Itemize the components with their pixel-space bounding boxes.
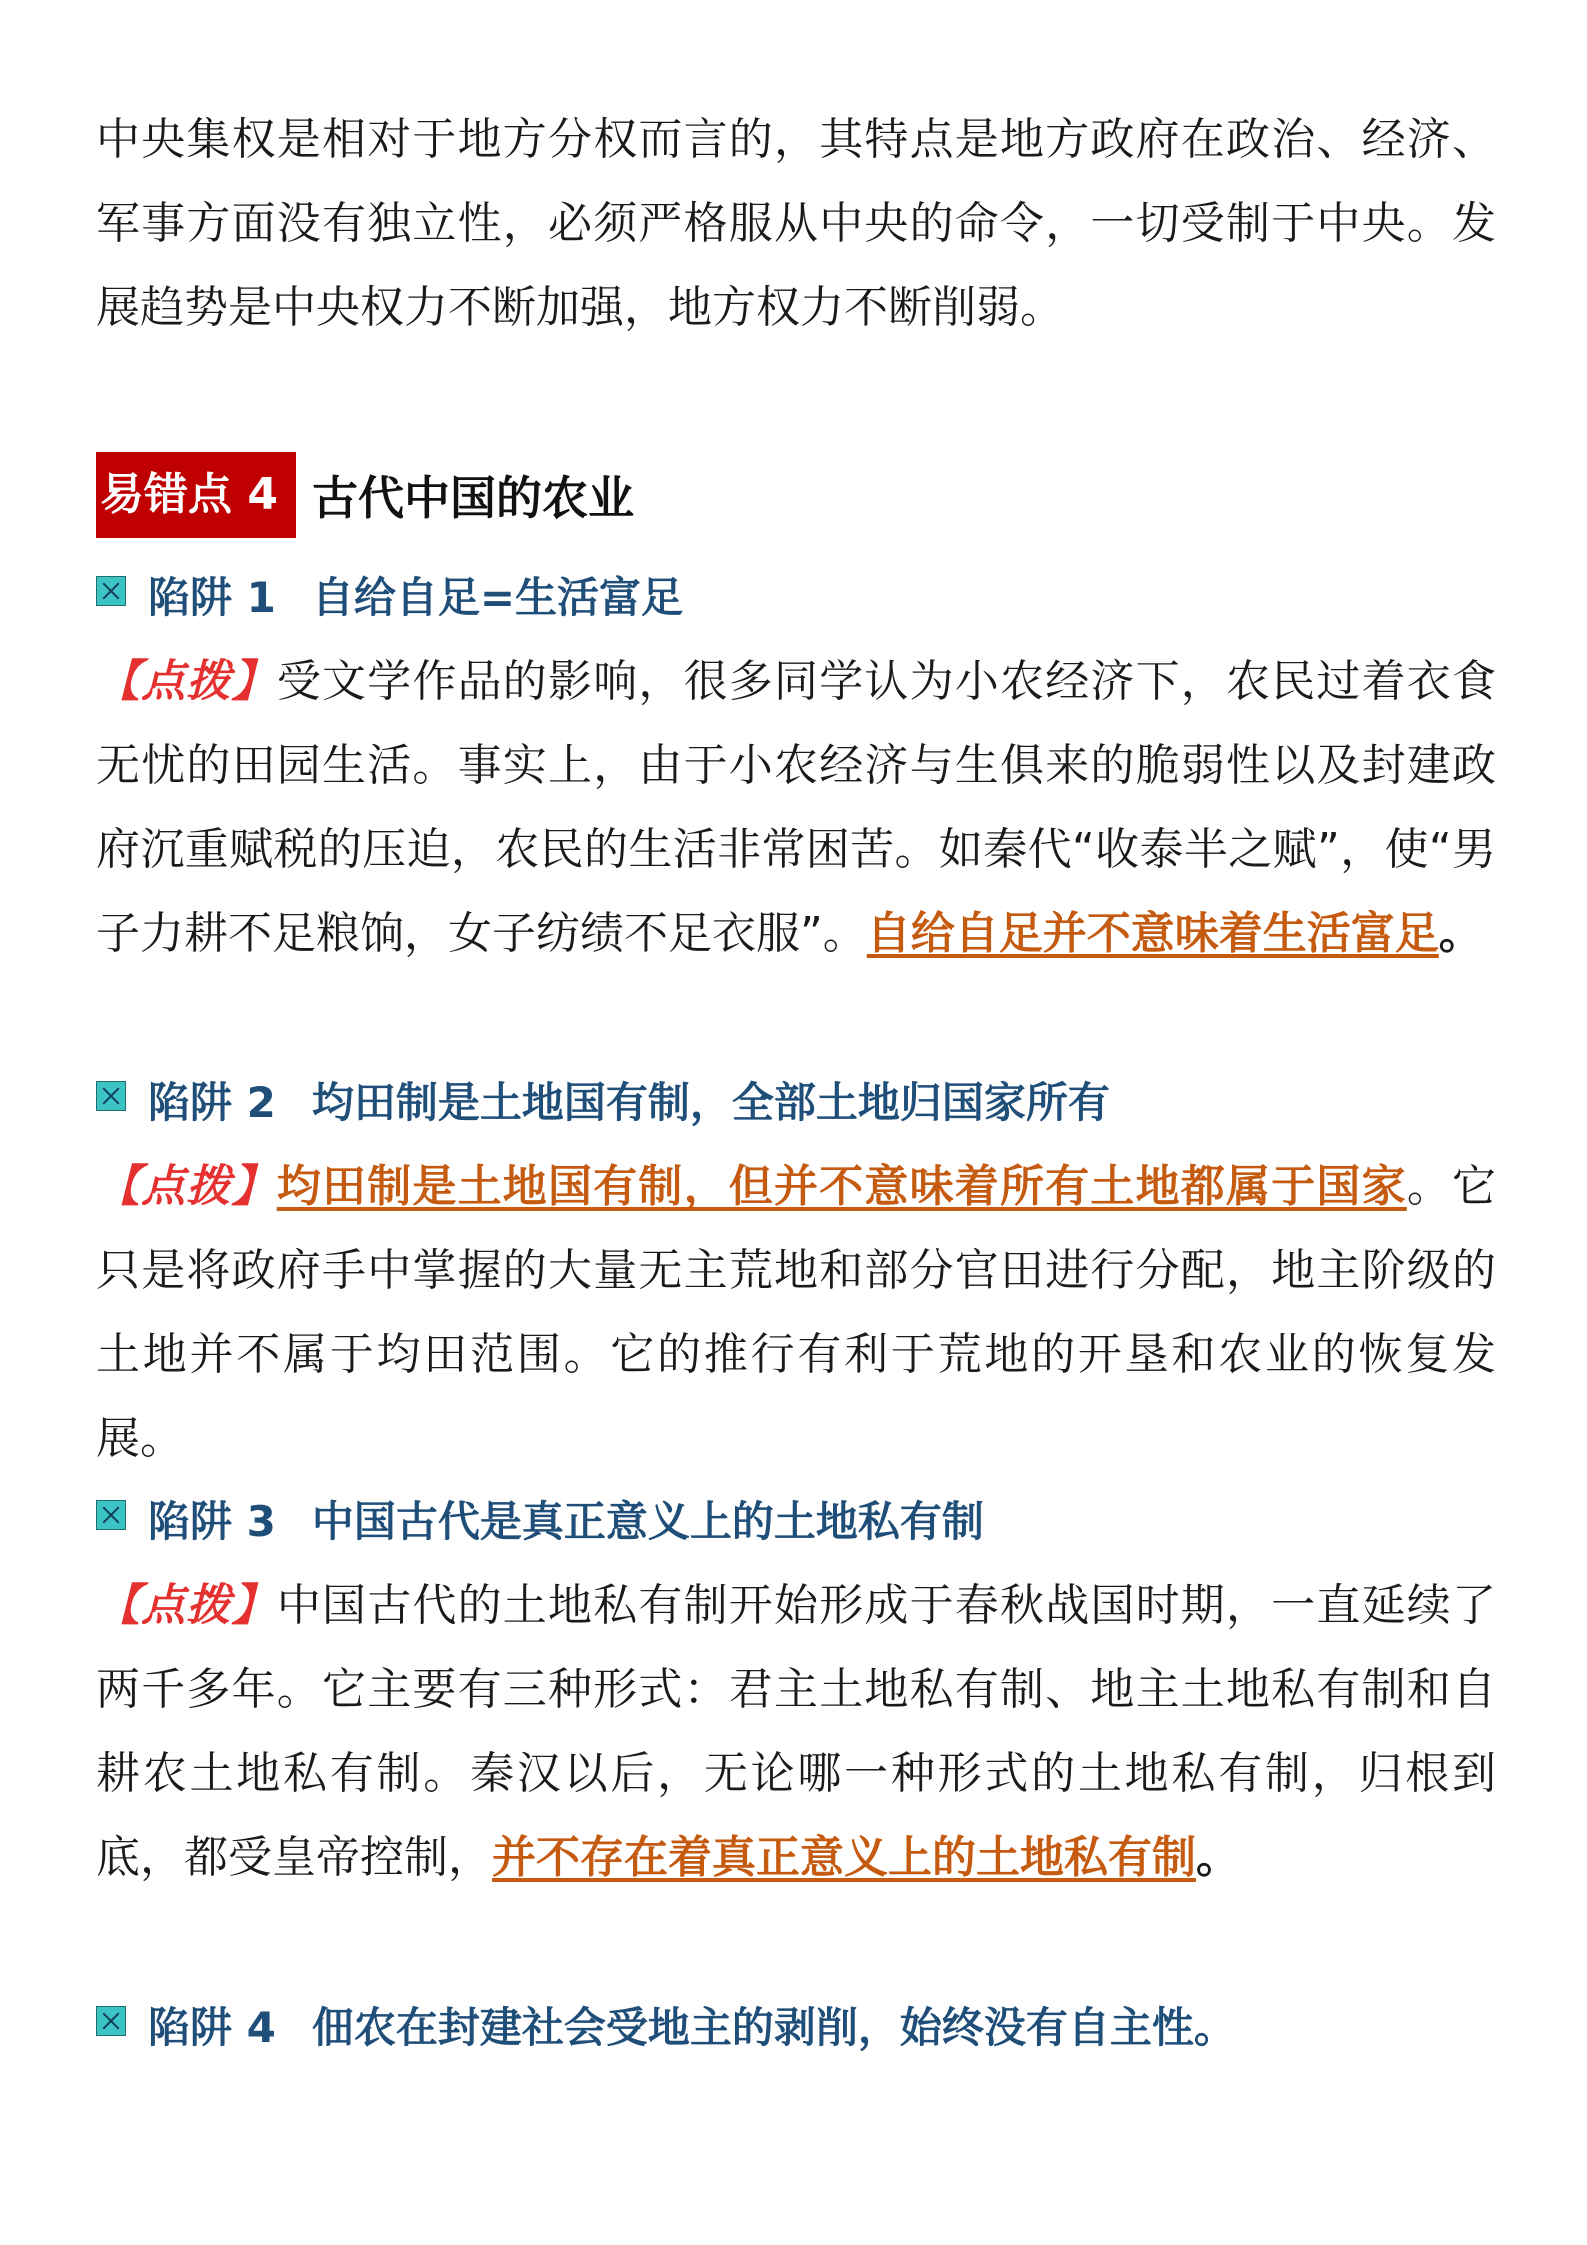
emphasis-text: 均田制是土地国有制，但并不意味着所有土地都属于国家 — [276, 1161, 1407, 1212]
trap-label: 陷阱 4 — [148, 2003, 276, 2052]
trap-box-icon — [96, 2006, 126, 2036]
trap-heading-1 — [96, 560, 683, 630]
trap-label: 陷阱 1 — [148, 573, 276, 622]
trap-title: 佃农在封建社会受地主的剥削，始终没有自主性。 — [311, 2003, 1236, 2052]
explanation-tail: 。 — [1438, 908, 1483, 959]
section-title: 古代中国的农业 — [311, 471, 634, 525]
tip-label: 【点拨】 — [96, 1580, 277, 1631]
trap-label: 陷阱 3 — [148, 1497, 276, 1546]
trap-label: 陷阱 2 — [148, 1078, 276, 1127]
tip-label: 【点拨】 — [96, 656, 277, 707]
explanation-tail: 。 — [1196, 1832, 1240, 1883]
trap-explanation-1 — [96, 640, 1496, 976]
emphasis-text: 并不存在着真正意义上的土地私有制 — [492, 1832, 1196, 1883]
trap-title: 中国古代是真正意义上的土地私有制 — [311, 1497, 984, 1546]
explanation-text: 中国古代的土地私有制开始形成于春秋战国时期，一直延续了两千多年。它主要有三种形式：君主土地私有制、地主土地私有制和自耕农土地私有制。秦汉以后，无论哪一种形式的土地私有制，归根到底，都受皇帝控制， — [96, 1580, 1497, 1883]
trap-heading-3 — [96, 1484, 984, 1554]
emphasis-text: 自给自足并不意味着生活富足 — [866, 908, 1439, 959]
trap-box-icon — [96, 576, 126, 606]
explanation-text: 受文学作品的影响，很多同学认为小农经济下，农民过着衣食无忧的田园生活。事实上，由于小农经济与生俱来的脆弱性以及封建政府沉重赋税的压迫，农民的生活非常困苦。如秦代“收泰半之赋”，使“男子力耕不足粮饷，女子纺绩不足衣服”。 — [96, 656, 1497, 959]
trap-title: 自给自足=生活富足 — [311, 573, 684, 622]
tip-label: 【点拨】 — [96, 1161, 277, 1212]
intro-paragraph: 中央集权是相对于地方分权而言的，其特点是地方政府在政治、经济、军事方面没有独立性，必须严格服从中央的命令，一切受制于中央。发展趋势是中央权力不断加强，地方权力不断削弱。 — [96, 114, 1496, 333]
trap-heading-2 — [96, 1065, 1110, 1135]
trap-box-icon — [96, 1500, 126, 1530]
explanation-tail: 。它只是将政府手中掌握的大量无主荒地和部分官田进行分配，地主阶级的土地并不属于均田范围。它的推行有利于荒地的开垦和农业的恢复发展。 — [96, 1161, 1497, 1464]
section-badge: 易错点 4 — [96, 452, 296, 538]
trap-box-icon — [96, 1081, 126, 1111]
trap-explanation-2 — [96, 1145, 1496, 1481]
trap-heading-4 — [96, 1990, 1236, 2060]
section-heading — [96, 452, 634, 538]
trap-explanation-3 — [96, 1564, 1496, 1900]
trap-title: 均田制是土地国有制，全部土地归国家所有 — [311, 1078, 1110, 1127]
